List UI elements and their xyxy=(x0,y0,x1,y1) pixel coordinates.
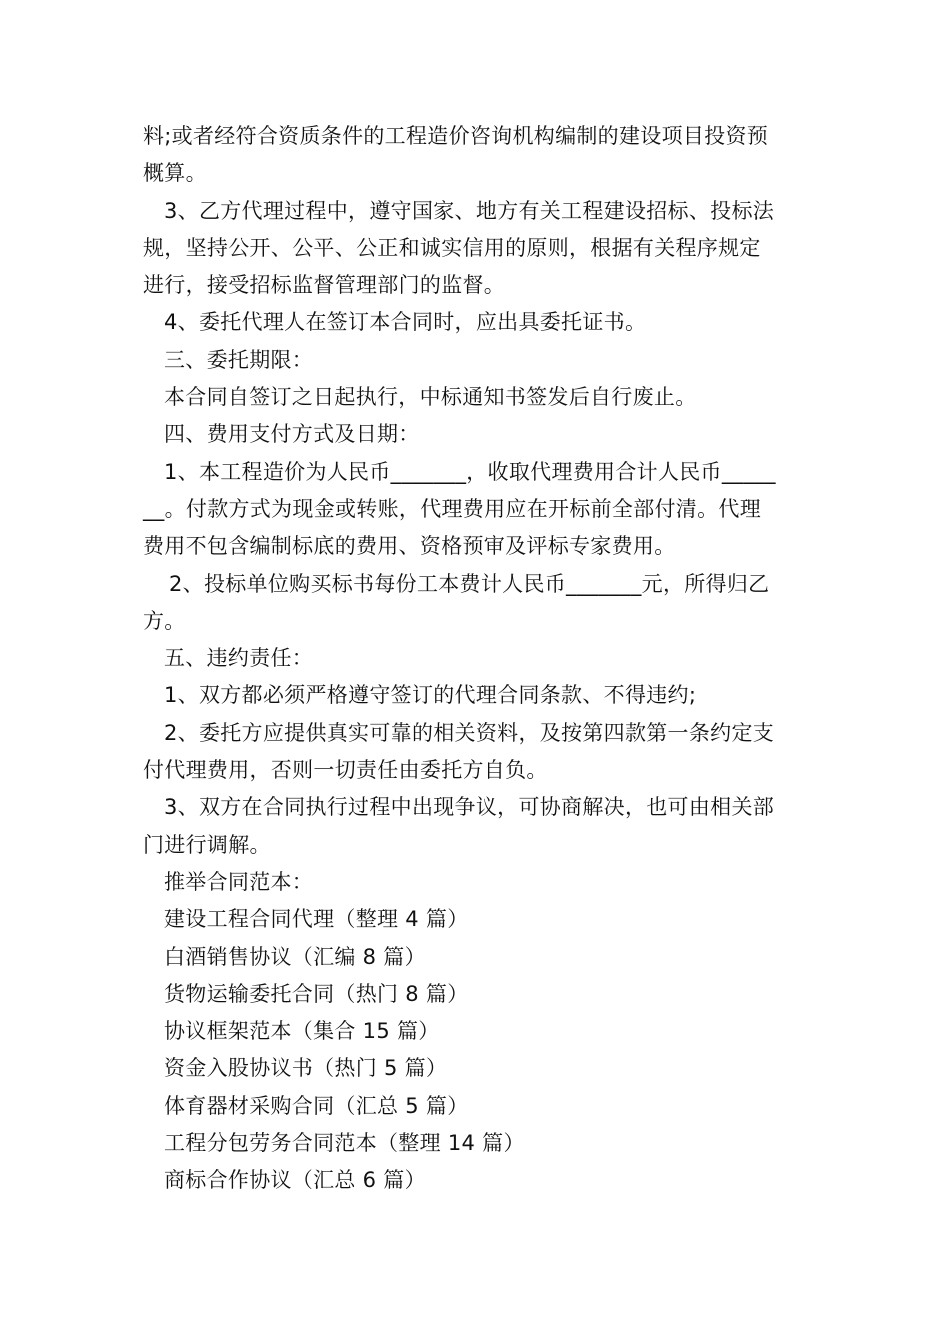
recommended-item: 建设工程合同代理（整理 4 篇） xyxy=(164,907,469,932)
paragraph-line: 规，坚持公开、公平、公正和诚实信用的原则，根据有关程序规定 xyxy=(143,235,761,260)
paragraph-line: 进行，接受招标监督管理部门的监督。 xyxy=(143,273,506,298)
paragraph-line: __。付款方式为现金或转账，代理费用应在开标前全部付清。代理 xyxy=(143,496,761,521)
section-heading: 四、费用支付方式及日期： xyxy=(164,422,420,447)
recommended-item: 白酒销售协议（汇编 8 篇） xyxy=(164,944,426,969)
section-heading: 三、委托期限： xyxy=(164,347,314,372)
paragraph-line: 概算。 xyxy=(143,161,207,186)
recommended-item: 体育器材采购合同（汇总 5 篇） xyxy=(164,1093,469,1118)
paragraph-line: 1、双方都必须严格遵守签订的代理合同条款、不得违约; xyxy=(164,683,697,708)
paragraph-line: 1、本工程造价为人民币_______，收取代理费用合计人民币_____ xyxy=(164,459,776,484)
recommended-item: 商标合作协议（汇总 6 篇） xyxy=(164,1168,426,1193)
recommended-item: 资金入股协议书（热门 5 篇） xyxy=(164,1056,448,1081)
paragraph-line: 本合同自签订之日起执行，中标通知书签发后自行废止。 xyxy=(164,385,697,410)
paragraph-line: 料;或者经符合资质条件的工程造价咨询机构编制的建设项目投资预 xyxy=(143,124,769,148)
paragraph-line: 3、双方在合同执行过程中出现争议，可协商解决，也可由相关部 xyxy=(164,795,775,820)
recommended-item: 协议框架范本（集合 15 篇） xyxy=(164,1019,440,1044)
paragraph-line: 费用不包含编制标底的费用、资格预审及评标专家费用。 xyxy=(143,534,676,559)
document-body xyxy=(143,118,813,1200)
paragraph-line: 2、委托方应提供真实可靠的相关资料，及按第四款第一条约定支 xyxy=(164,720,775,745)
paragraph-line: 2、投标单位购买标书每份工本费计人民币_______元，所得归乙 xyxy=(169,571,770,596)
paragraph-line: 门进行调解。 xyxy=(143,832,271,857)
paragraph-line: 4、委托代理人在签订本合同时，应出具委托证书。 xyxy=(164,310,647,335)
paragraph-line: 3、乙方代理过程中，遵守国家、地方有关工程建设招标、投标法 xyxy=(164,198,775,223)
recommended-item: 工程分包劳务合同范本（整理 14 篇） xyxy=(164,1131,525,1156)
paragraph-line: 方。 xyxy=(143,608,186,633)
paragraph-line: 付代理费用，否则一切责任由委托方自负。 xyxy=(143,758,548,783)
recommended-item: 货物运输委托合同（热门 8 篇） xyxy=(164,981,469,1006)
recommended-heading: 推举合同范本： xyxy=(164,869,314,894)
section-heading: 五、违约责任： xyxy=(164,646,314,671)
